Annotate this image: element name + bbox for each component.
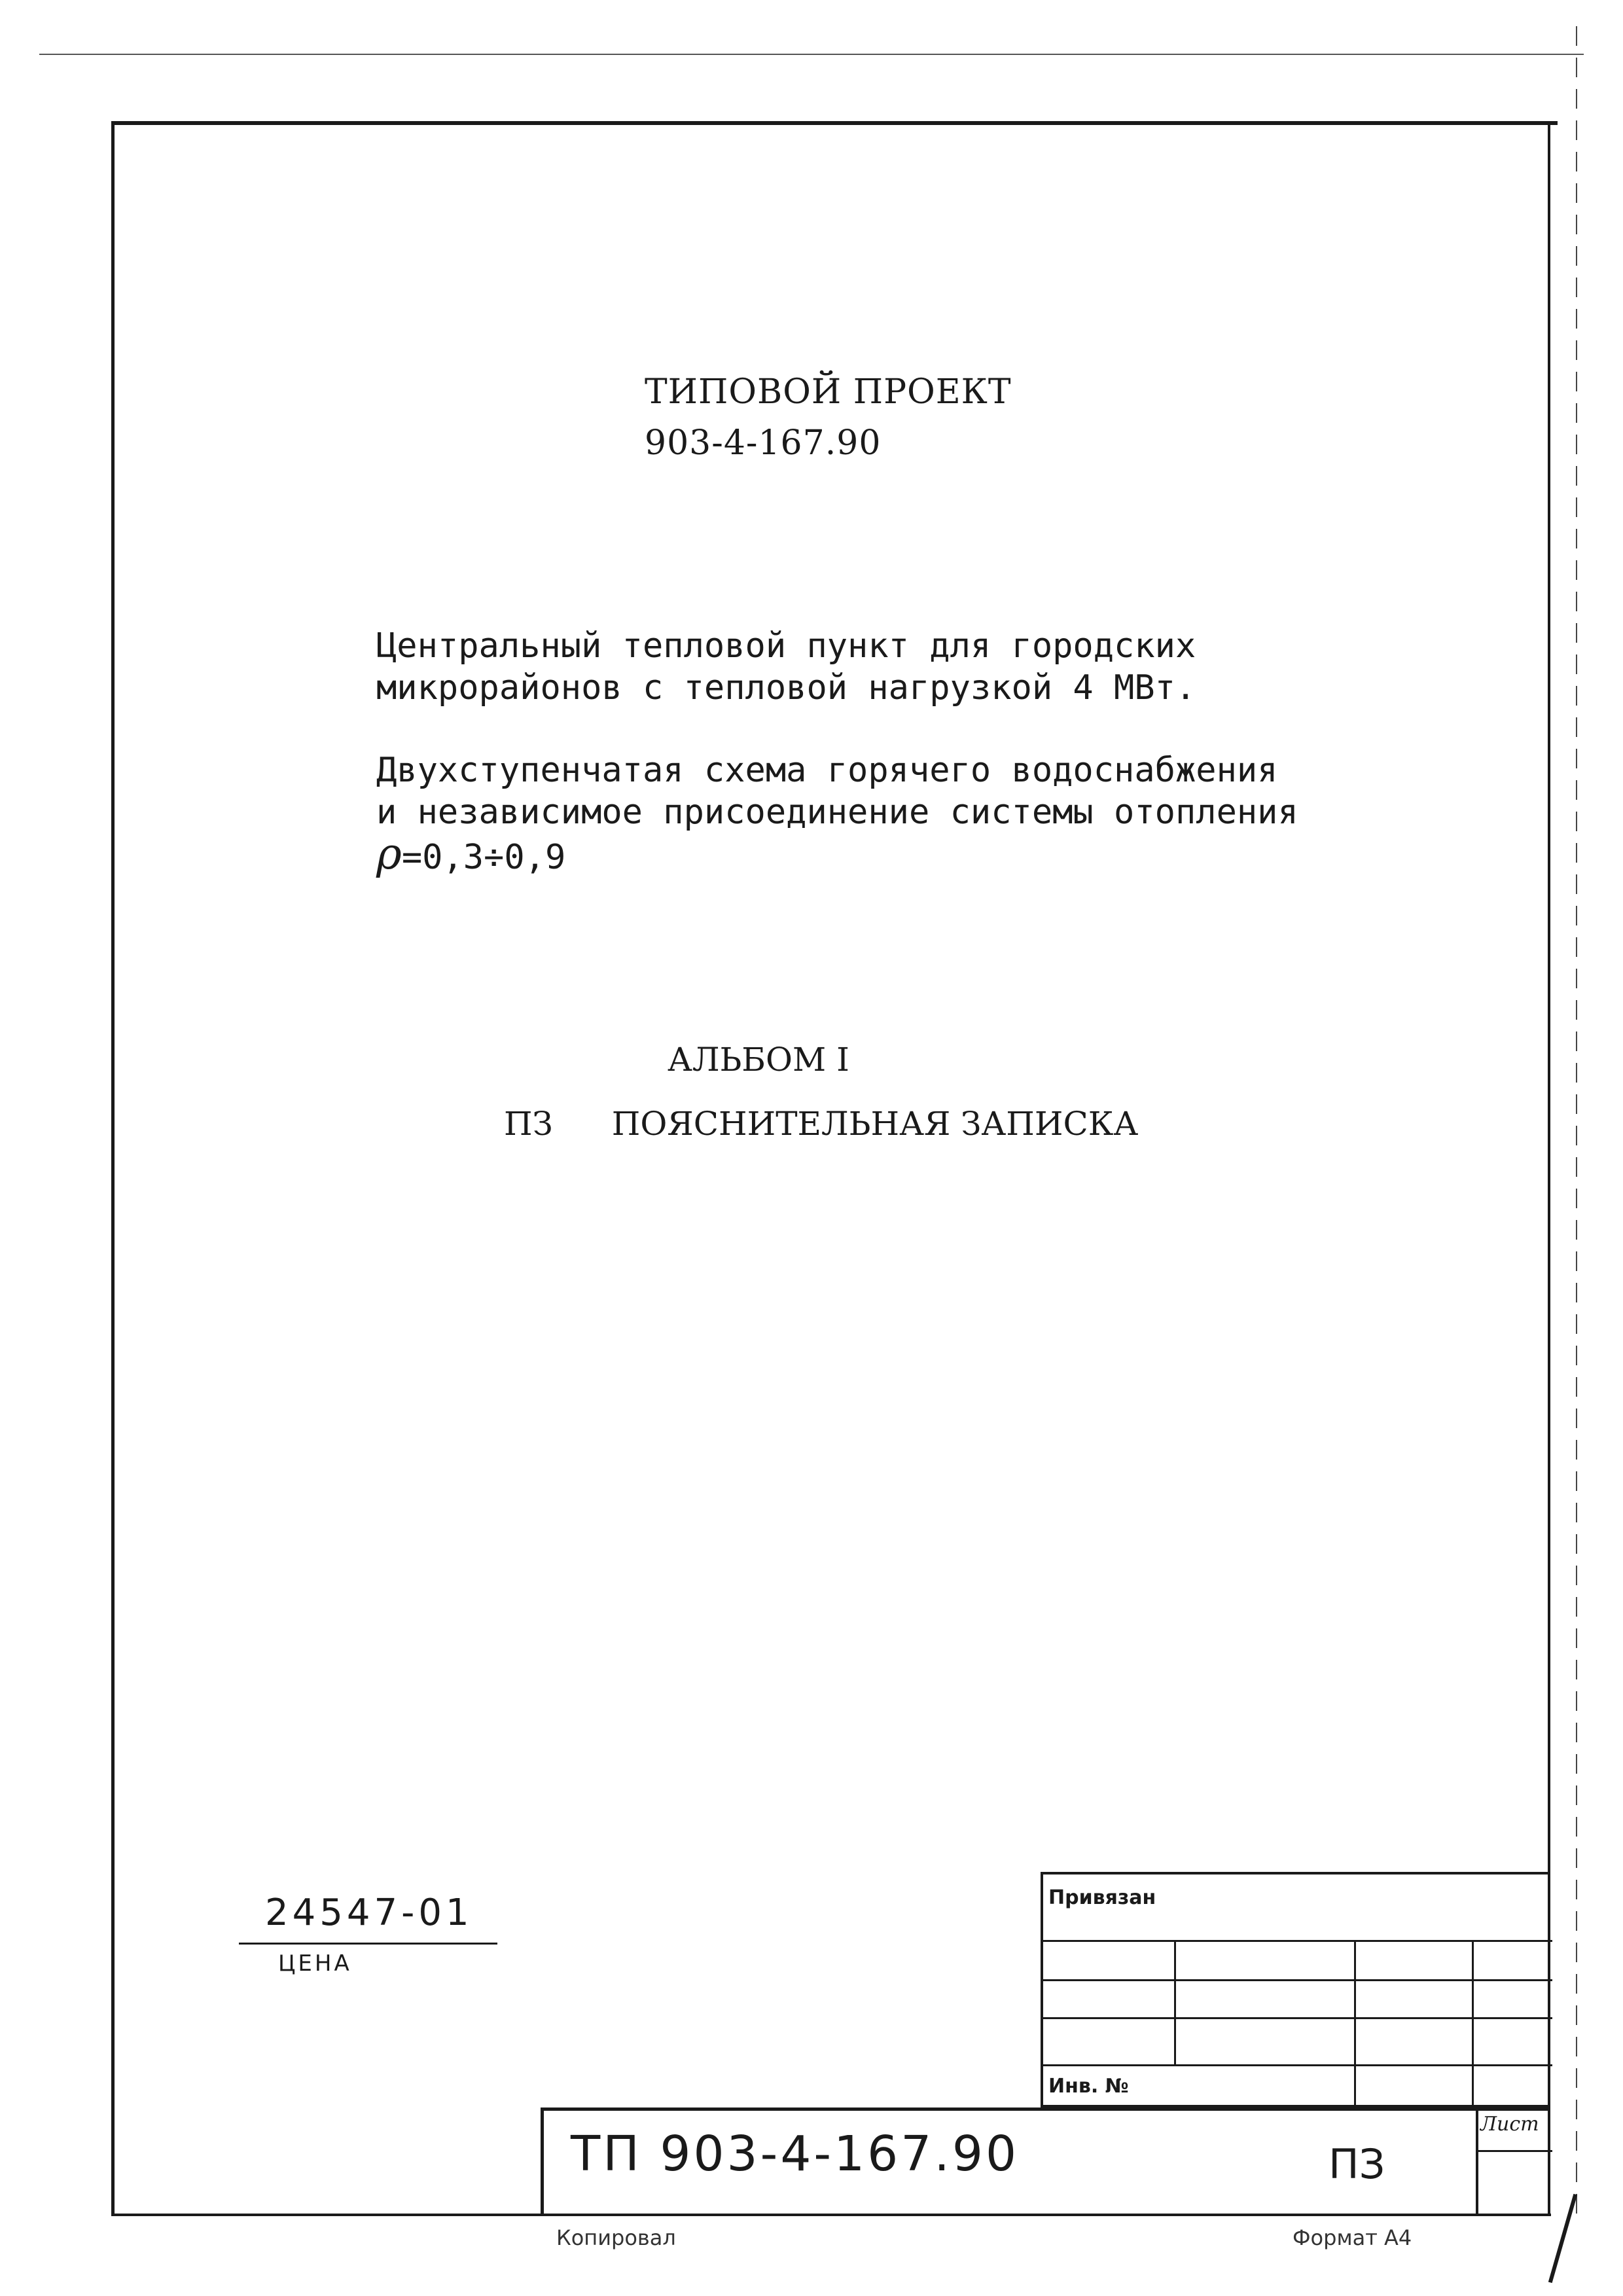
description-line: Двухступенчатая схема горячего водоснабжения (376, 751, 1278, 790)
stamp-row-line (1043, 1940, 1552, 1942)
section-code: ПЗ (504, 1105, 553, 1143)
price-label: ЦЕНА (278, 1950, 352, 1977)
rho-value: =0,3÷0,9 (401, 838, 566, 877)
copied-by-label: Копировал (556, 2225, 676, 2250)
project-number: 903-4-167.90 (645, 423, 882, 463)
stamp-row-line (1043, 2017, 1552, 2019)
scan-edge-line (39, 54, 1584, 55)
description-line: микрорайонов с тепловой нагрузкой 4 МВт. (376, 668, 1196, 708)
frame-left-border (111, 121, 115, 2215)
format-label: Формат А4 (1293, 2225, 1412, 2250)
project-type: ТИПОВОЙ ПРОЕКТ (645, 372, 1012, 412)
sheet-label: Лист (1480, 2113, 1539, 2136)
rho-range (376, 829, 1298, 879)
stamp-col-line (1354, 1940, 1356, 2108)
description-line: и независимое присоединение системы отопления (376, 793, 1298, 832)
stamp-col-line (1174, 1940, 1176, 2064)
stamp-inv-label: Инв. № (1048, 2075, 1129, 2098)
stamp-row-line (1043, 2064, 1552, 2066)
scan-edge-line-right (1576, 26, 1577, 2219)
sheet-code: ПЗ (1329, 2140, 1385, 2188)
album-label: АЛЬБОМ I (668, 1041, 849, 1079)
binding-stamp-table (1041, 1872, 1550, 2108)
sheet-cell-line (1478, 2150, 1552, 2152)
pen-slash-mark (1548, 2194, 1577, 2283)
stamp-row-line (1043, 1979, 1552, 1981)
section-title: ПОЯСНИТЕЛЬНАЯ ЗАПИСКА (611, 1105, 1139, 1143)
stamp-col-line (1472, 1940, 1474, 2108)
price-divider (239, 1943, 497, 1945)
frame-top-border (111, 121, 1558, 125)
price-code: 24547-01 (265, 1892, 473, 1934)
description-line: Центральный тепловой пункт для городских (376, 626, 1196, 666)
document-code: ТП 903-4-167.90 (571, 2126, 1020, 2182)
rho-symbol: ρ (376, 829, 402, 879)
project-title (645, 367, 1012, 469)
project-description (376, 625, 1298, 878)
stamp-bound-label: Привязан (1048, 1886, 1156, 1909)
section-heading (504, 1105, 1138, 1143)
